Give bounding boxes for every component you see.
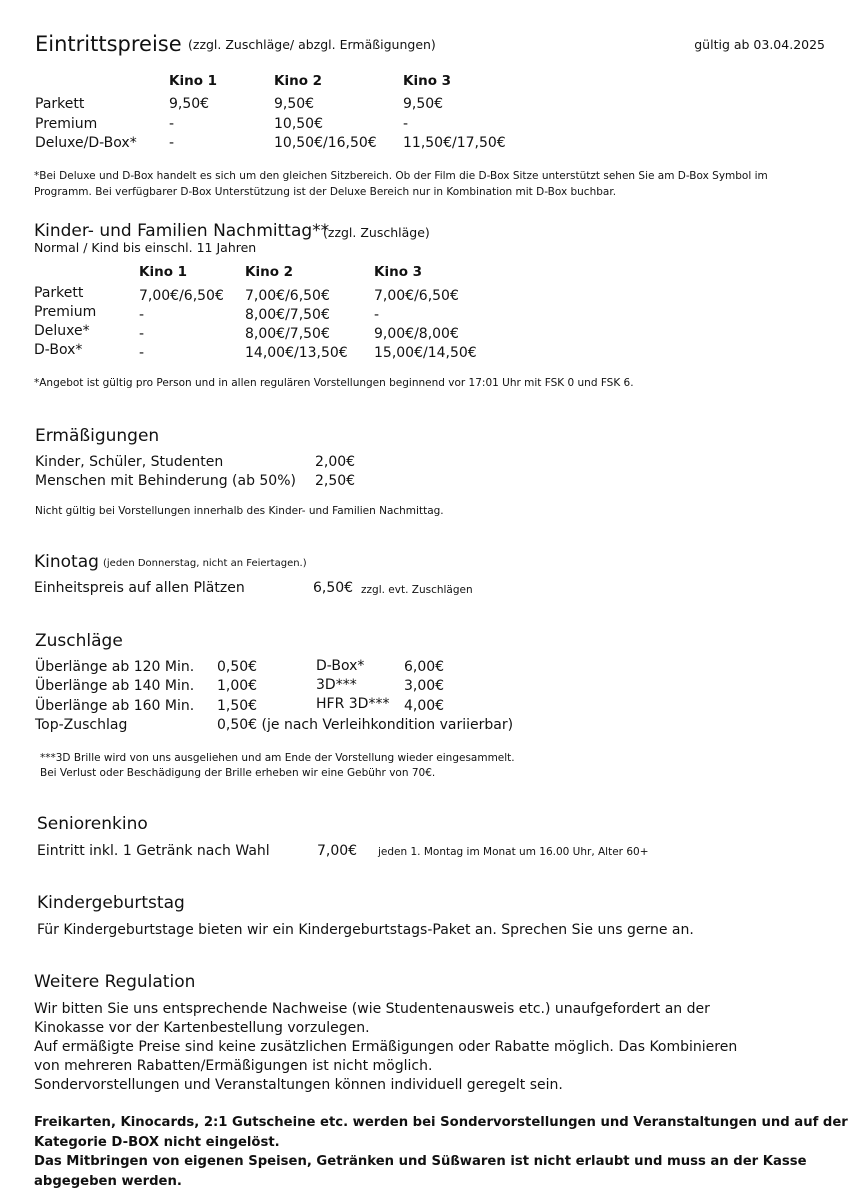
footer-line: Freikarten, Kinocards, 2:1 Gutscheine etc. werden bei Sondervorstellungen und Veranstaltungen und auf der bbox=[34, 1115, 848, 1130]
row-label: Parkett bbox=[34, 285, 84, 301]
surcharge-value: 1,50€ bbox=[217, 698, 258, 714]
cell: 7,00€/6,50€ bbox=[139, 288, 224, 304]
col-header: Kino 2 bbox=[245, 264, 294, 280]
surcharges-note: ***3D Brille wird von uns ausgeliehen und am Ende der Vorstellung wieder eingesammelt. bbox=[40, 752, 515, 764]
cell: 7,00€/6,50€ bbox=[374, 288, 459, 304]
family-title: Kinder- und Familien Nachmittag** bbox=[34, 221, 330, 241]
regulation-line: Sondervorstellungen und Veranstaltungen können individuell geregelt sein. bbox=[34, 1077, 563, 1093]
surcharge-label: Überlänge ab 160 Min. bbox=[35, 698, 195, 714]
cell: 8,00€/7,50€ bbox=[245, 307, 330, 323]
footer-line: abgegeben werden. bbox=[34, 1174, 182, 1189]
cell: - bbox=[169, 116, 175, 132]
cell: 15,00€/14,50€ bbox=[374, 345, 477, 361]
cell: 11,50€/17,50€ bbox=[403, 135, 506, 151]
col-header: Kino 1 bbox=[169, 73, 218, 89]
cell: 9,50€ bbox=[274, 96, 315, 112]
surcharge-value: 3,00€ bbox=[404, 678, 445, 694]
cell: 14,00€/13,50€ bbox=[245, 345, 348, 361]
footer-line: Das Mitbringen von eigenen Speisen, Getränken und Süßwaren ist nicht erlaubt und muss an der Kasse bbox=[34, 1154, 807, 1169]
surcharge-label: Top-Zuschlag bbox=[35, 717, 128, 733]
surcharge-value: 0,50€ (je nach Verleihkondition variierbar) bbox=[217, 717, 514, 733]
row-label: Deluxe* bbox=[34, 323, 90, 339]
cell: - bbox=[403, 116, 409, 132]
surcharge-label: 3D*** bbox=[316, 677, 357, 693]
prices-footnote: Programm. Bei verfügbarer D-Box Unterstützung ist der Deluxe Bereich nur in Kombination mit D-Box buchbar. bbox=[34, 186, 617, 198]
row-label: Deluxe/D-Box* bbox=[35, 135, 137, 151]
cell: - bbox=[139, 345, 145, 361]
footer-line: Kategorie D-BOX nicht eingelöst. bbox=[34, 1135, 280, 1150]
cell: 8,00€/7,50€ bbox=[245, 326, 330, 342]
senior-note: jeden 1. Montag im Monat um 16.00 Uhr, Alter 60+ bbox=[378, 846, 649, 858]
kinotag-title: Kinotag bbox=[34, 552, 99, 572]
kinotag-value-note: zzgl. evt. Zuschlägen bbox=[361, 584, 473, 596]
surcharge-value: 6,00€ bbox=[404, 659, 445, 675]
page-title: Eintrittspreise bbox=[35, 32, 182, 56]
surcharge-value: 0,50€ bbox=[217, 659, 258, 675]
discounts-note: Nicht gültig bei Vorstellungen innerhalb des Kinder- und Familien Nachmittag. bbox=[35, 505, 444, 517]
senior-title: Seniorenkino bbox=[37, 814, 148, 834]
birthday-title: Kindergeburtstag bbox=[37, 893, 185, 913]
col-header: Kino 3 bbox=[403, 73, 452, 89]
discount-label: Kinder, Schüler, Studenten bbox=[35, 454, 224, 470]
surcharge-value: 4,00€ bbox=[404, 698, 445, 714]
col-header: Kino 1 bbox=[139, 264, 188, 280]
senior-label: Eintritt inkl. 1 Getränk nach Wahl bbox=[37, 843, 270, 859]
cell: - bbox=[139, 307, 145, 323]
senior-value: 7,00€ bbox=[317, 843, 358, 859]
valid-from: gültig ab 03.04.2025 bbox=[694, 37, 825, 52]
regulation-line: Kinokasse vor der Kartenbestellung vorzulegen. bbox=[34, 1020, 370, 1036]
kinotag-title-note: (jeden Donnerstag, nicht an Feiertagen.) bbox=[103, 558, 307, 569]
surcharge-label: HFR 3D*** bbox=[316, 696, 390, 712]
cell: 10,50€ bbox=[274, 116, 323, 132]
row-label: Parkett bbox=[35, 96, 85, 112]
family-title-note: (zzgl. Zuschläge) bbox=[323, 225, 430, 240]
col-header: Kino 3 bbox=[374, 264, 423, 280]
surcharge-value: 1,00€ bbox=[217, 678, 258, 694]
discount-label: Menschen mit Behinderung (ab 50%) bbox=[35, 473, 296, 489]
cell: 7,00€/6,50€ bbox=[245, 288, 330, 304]
col-header: Kino 2 bbox=[274, 73, 323, 89]
regulation-line: Wir bitten Sie uns entsprechende Nachweise (wie Studentenausweis etc.) unaufgefordert an der bbox=[34, 1001, 710, 1017]
row-label: Premium bbox=[35, 116, 98, 132]
discount-value: 2,00€ bbox=[315, 454, 356, 470]
surcharge-label: Überlänge ab 140 Min. bbox=[35, 678, 195, 694]
surcharges-note: Bei Verlust oder Beschädigung der Brille erheben wir eine Gebühr von 70€. bbox=[40, 767, 436, 779]
cell: 10,50€/16,50€ bbox=[274, 135, 377, 151]
family-footnote: *Angebot ist gültig pro Person und in allen regulären Vorstellungen beginnend vor 17:01 Uhr mit FSK 0 und FSK 6. bbox=[34, 377, 634, 389]
row-label: Premium bbox=[34, 304, 97, 320]
cell: 9,50€ bbox=[169, 96, 210, 112]
surcharge-label: Überlänge ab 120 Min. bbox=[35, 659, 195, 675]
family-subtitle: Normal / Kind bis einschl. 11 Jahren bbox=[34, 240, 257, 255]
cell: - bbox=[374, 307, 380, 323]
discount-value: 2,50€ bbox=[315, 473, 356, 489]
row-label: D-Box* bbox=[34, 342, 83, 358]
regulation-line: von mehreren Rabatten/Ermäßigungen ist nicht möglich. bbox=[34, 1058, 433, 1074]
kinotag-label: Einheitspreis auf allen Plätzen bbox=[34, 580, 245, 596]
cell: 9,00€/8,00€ bbox=[374, 326, 459, 342]
discounts-title: Ermäßigungen bbox=[35, 426, 160, 446]
cell: - bbox=[139, 326, 145, 342]
page-title-note: (zzgl. Zuschläge/ abzgl. Ermäßigungen) bbox=[188, 37, 436, 52]
regulation-title: Weitere Regulation bbox=[34, 972, 196, 992]
regulation-line: Auf ermäßigte Preise sind keine zusätzlichen Ermäßigungen oder Rabatte möglich. Das Kombinieren bbox=[34, 1039, 738, 1055]
kinotag-value: 6,50€ bbox=[313, 580, 354, 596]
cell: 9,50€ bbox=[403, 96, 444, 112]
birthday-text: Für Kindergeburtstage bieten wir ein Kindergeburtstags-Paket an. Sprechen Sie uns gerne an. bbox=[37, 922, 694, 938]
prices-footnote: *Bei Deluxe und D-Box handelt es sich um den gleichen Sitzbereich. Ob der Film die D-Box Sitze unterstützt sehen Sie am D-Box Symbol im bbox=[34, 170, 768, 182]
surcharges-title: Zuschläge bbox=[35, 631, 123, 651]
surcharge-label: D-Box* bbox=[316, 658, 365, 674]
cell: - bbox=[169, 135, 175, 151]
